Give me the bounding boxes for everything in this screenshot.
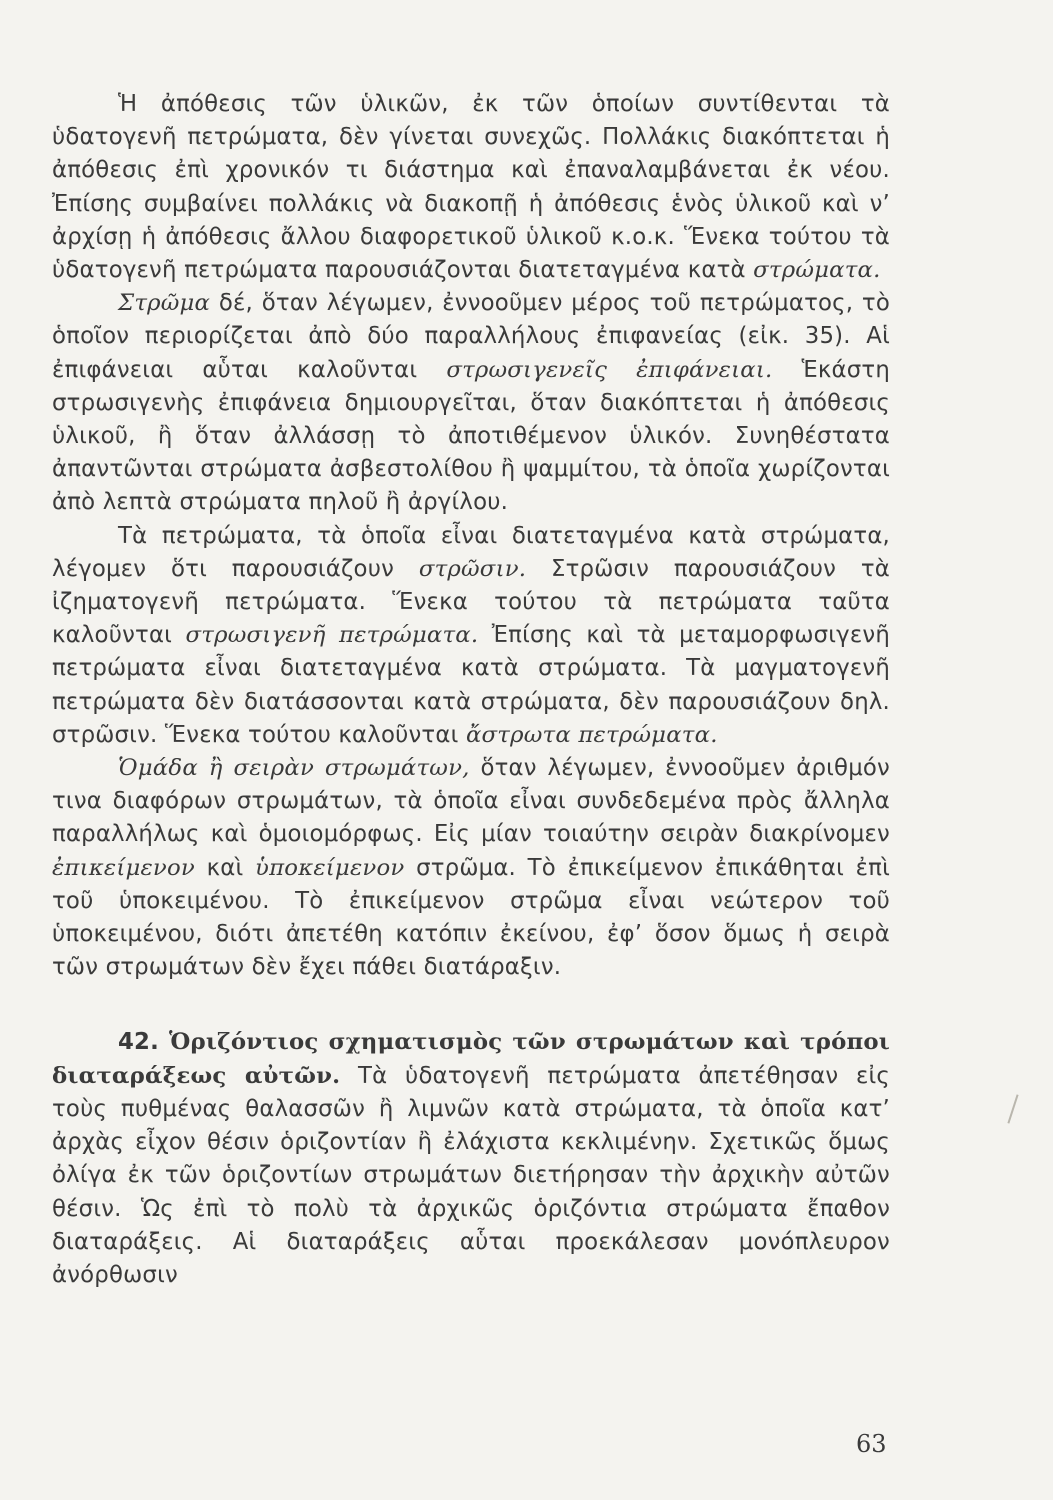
term-stratification: στρῶσιν. [418,555,527,582]
page-body [52,88,890,1292]
paragraph-1-text: Ἡ ἀπόθεσις τῶν ὑλικῶν, ἐκ τῶν ὁποίων συντίθενται τὰ ὑδατογενῆ πετρώματα, δὲν γίνεται συνεχῶς. Πολλάκις διακόπτεται ἡ ἀπόθεσις ἐπὶ χρονικόν τι διάστημα καὶ ἐπαναλαμβάνεται ἐκ νέου. Ἐπίσης συμβαίνει πολλάκις νὰ διακοπῇ ἡ ἀπόθεσις ἑνὸς ὑλικοῦ καὶ ν’ ἀρχίσῃ ἡ ἀπόθεσις ἄλλου διαφορετικοῦ ὑλικοῦ κ.ο.κ. Ἕνεκα τούτου τὰ ὑδατογενῆ πετρώματα παρουσιάζονται διατεταγμένα κατὰ [52,91,890,284]
term-unstratified-rocks: ἄστρωτα πετρώματα. [465,721,718,748]
section-title: Ὁριζόντιος σχηματισμὸς τῶν στρωμάτων καὶ τρόποι διαταράξεως αὐτῶν. [52,1029,890,1089]
section-gap [52,984,890,1026]
paragraph-2-text-b: Ἑκάστη στρωσιγενὴς ἐπιφάνεια δημιουργεῖται, ὅταν διακόπτεται ἡ ἀπόθεσις ὑλικοῦ, ἢ ὅταν ἀλλάσσῃ τὸ ἀποτιθέμενον ὑλικόν. Συνηθέστατα ἀπαντῶνται στρώματα ἀσβεστολίθου ἢ ψαμμίτου, τὰ ὁποῖα χωρίζονται ἀπὸ λεπτὰ στρώματα πηλοῦ ἢ ἀργίλου. [52,356,890,516]
pencil-mark [1007,1094,1018,1123]
paragraph-4-text-a: ὅταν λέγωμεν, ἐννοοῦμεν ἀριθμόν τινα διαφόρων στρωμάτων, τὰ ὁποῖα εἶναι συνδεδεμένα πρὸς ἄλληλα παραλλήλως καὶ ὁμοιομόρφως. Εἰς μίαν τοιαύτην σειρὰν διακρίνομεν [52,755,890,848]
paragraph-3-text-b: Στρῶσιν παρουσιάζουν τὰ ἰζηματογενῆ πετρώματα. Ἕνεκα τούτου τὰ πετρώματα ταῦτα καλοῦνται [52,555,890,649]
term-stratified-rocks: στρωσιγενῆ πετρώματα. [185,622,479,649]
term-strata: στρώματα. [753,257,881,284]
paragraph-4 [52,752,890,984]
paragraph-2-text-a: δέ, ὅταν λέγωμεν, ἐννοοῦμεν μέρος τοῦ πετρώματος, τὸ ὁποῖον περιορίζεται ἀπὸ δύο παραλλήλους ἐπιφανείας (εἰκ. 35). Αἱ ἐπιφάνειαι αὗται καλοῦνται [52,290,890,383]
section-body: Τὰ ὑδατογενῆ πετρώματα ἀπετέθησαν εἰς τοὺς πυθμένας θαλασσῶν ἢ λιμνῶν κατὰ στρώματα, τὰ ὁποῖα κατ’ ἀρχὰς εἶχον θέσιν ὁριζοντίαν ἢ ἐλάχιστα κεκλιμένην. Σχετικῶς ὅμως ὀλίγα ἐκ τῶν ὁριζοντίων στρωμάτων διετήρησαν τὴν ἀρχικὴν αὐτῶν θέσιν. Ὡς ἐπὶ τὸ πολὺ τὰ ἀρχικῶς ὁριζόντια στρώματα ἔπαθον διαταράξεις. Αἱ διαταράξεις αὗται προεκάλεσαν μονόπλευρον ἀνόρθωσιν [52,1062,890,1288]
paragraph-4-text-c: στρῶμα. Τὸ ἐπικείμενον ἐπικάθηται ἐπὶ τοῦ ὑποκειμένου. Τὸ ἐπικείμενον στρῶμα εἶναι νεώτερον τοῦ ὑποκειμένου, διότι ἀπετέθη κατόπιν ἐκείνου, ἐφ’ ὅσον ὅμως ἡ σειρὰ τῶν στρωμάτων δὲν ἔχει πάθει διατάραξιν. [52,854,890,981]
term-stroma: Στρῶμα [118,290,211,317]
paragraph-3-text-c: Ἐπίσης καὶ τὰ μεταμορφωσιγενῆ πετρώματα εἶναι διατεταγμένα κατὰ στρώματα. Τὰ μαγματογενῆ πετρώματα δὲν διατάσσονται κατὰ στρώματα, δὲν παρουσιάζουν δηλ. στρῶσιν. Ἕνεκα τούτου καλοῦνται [52,622,890,748]
term-group-of-strata: Ὁμάδα ἢ σειρὰν στρωμάτων, [118,755,470,782]
paragraph-1 [52,88,890,287]
paragraph-3-text-a: Τὰ πετρώματα, τὰ ὁποῖα εἶναι διατεταγμένα κατὰ στρώματα, λέγομεν ὅτι παρουσιάζουν [52,522,890,582]
paragraph-4-text-b: καὶ [194,854,256,881]
term-underlying: ὑποκείμενον [255,854,405,881]
section-42 [52,1026,890,1292]
section-number: 42. [118,1029,159,1056]
term-bedding-surfaces: στρωσιγενεῖς ἐπιφάνειαι. [446,356,773,383]
paragraph-3 [52,520,890,752]
term-overlying: ἐπικείμενον [52,854,195,881]
page-number: 63 [856,1430,887,1458]
paragraph-2 [52,287,890,519]
